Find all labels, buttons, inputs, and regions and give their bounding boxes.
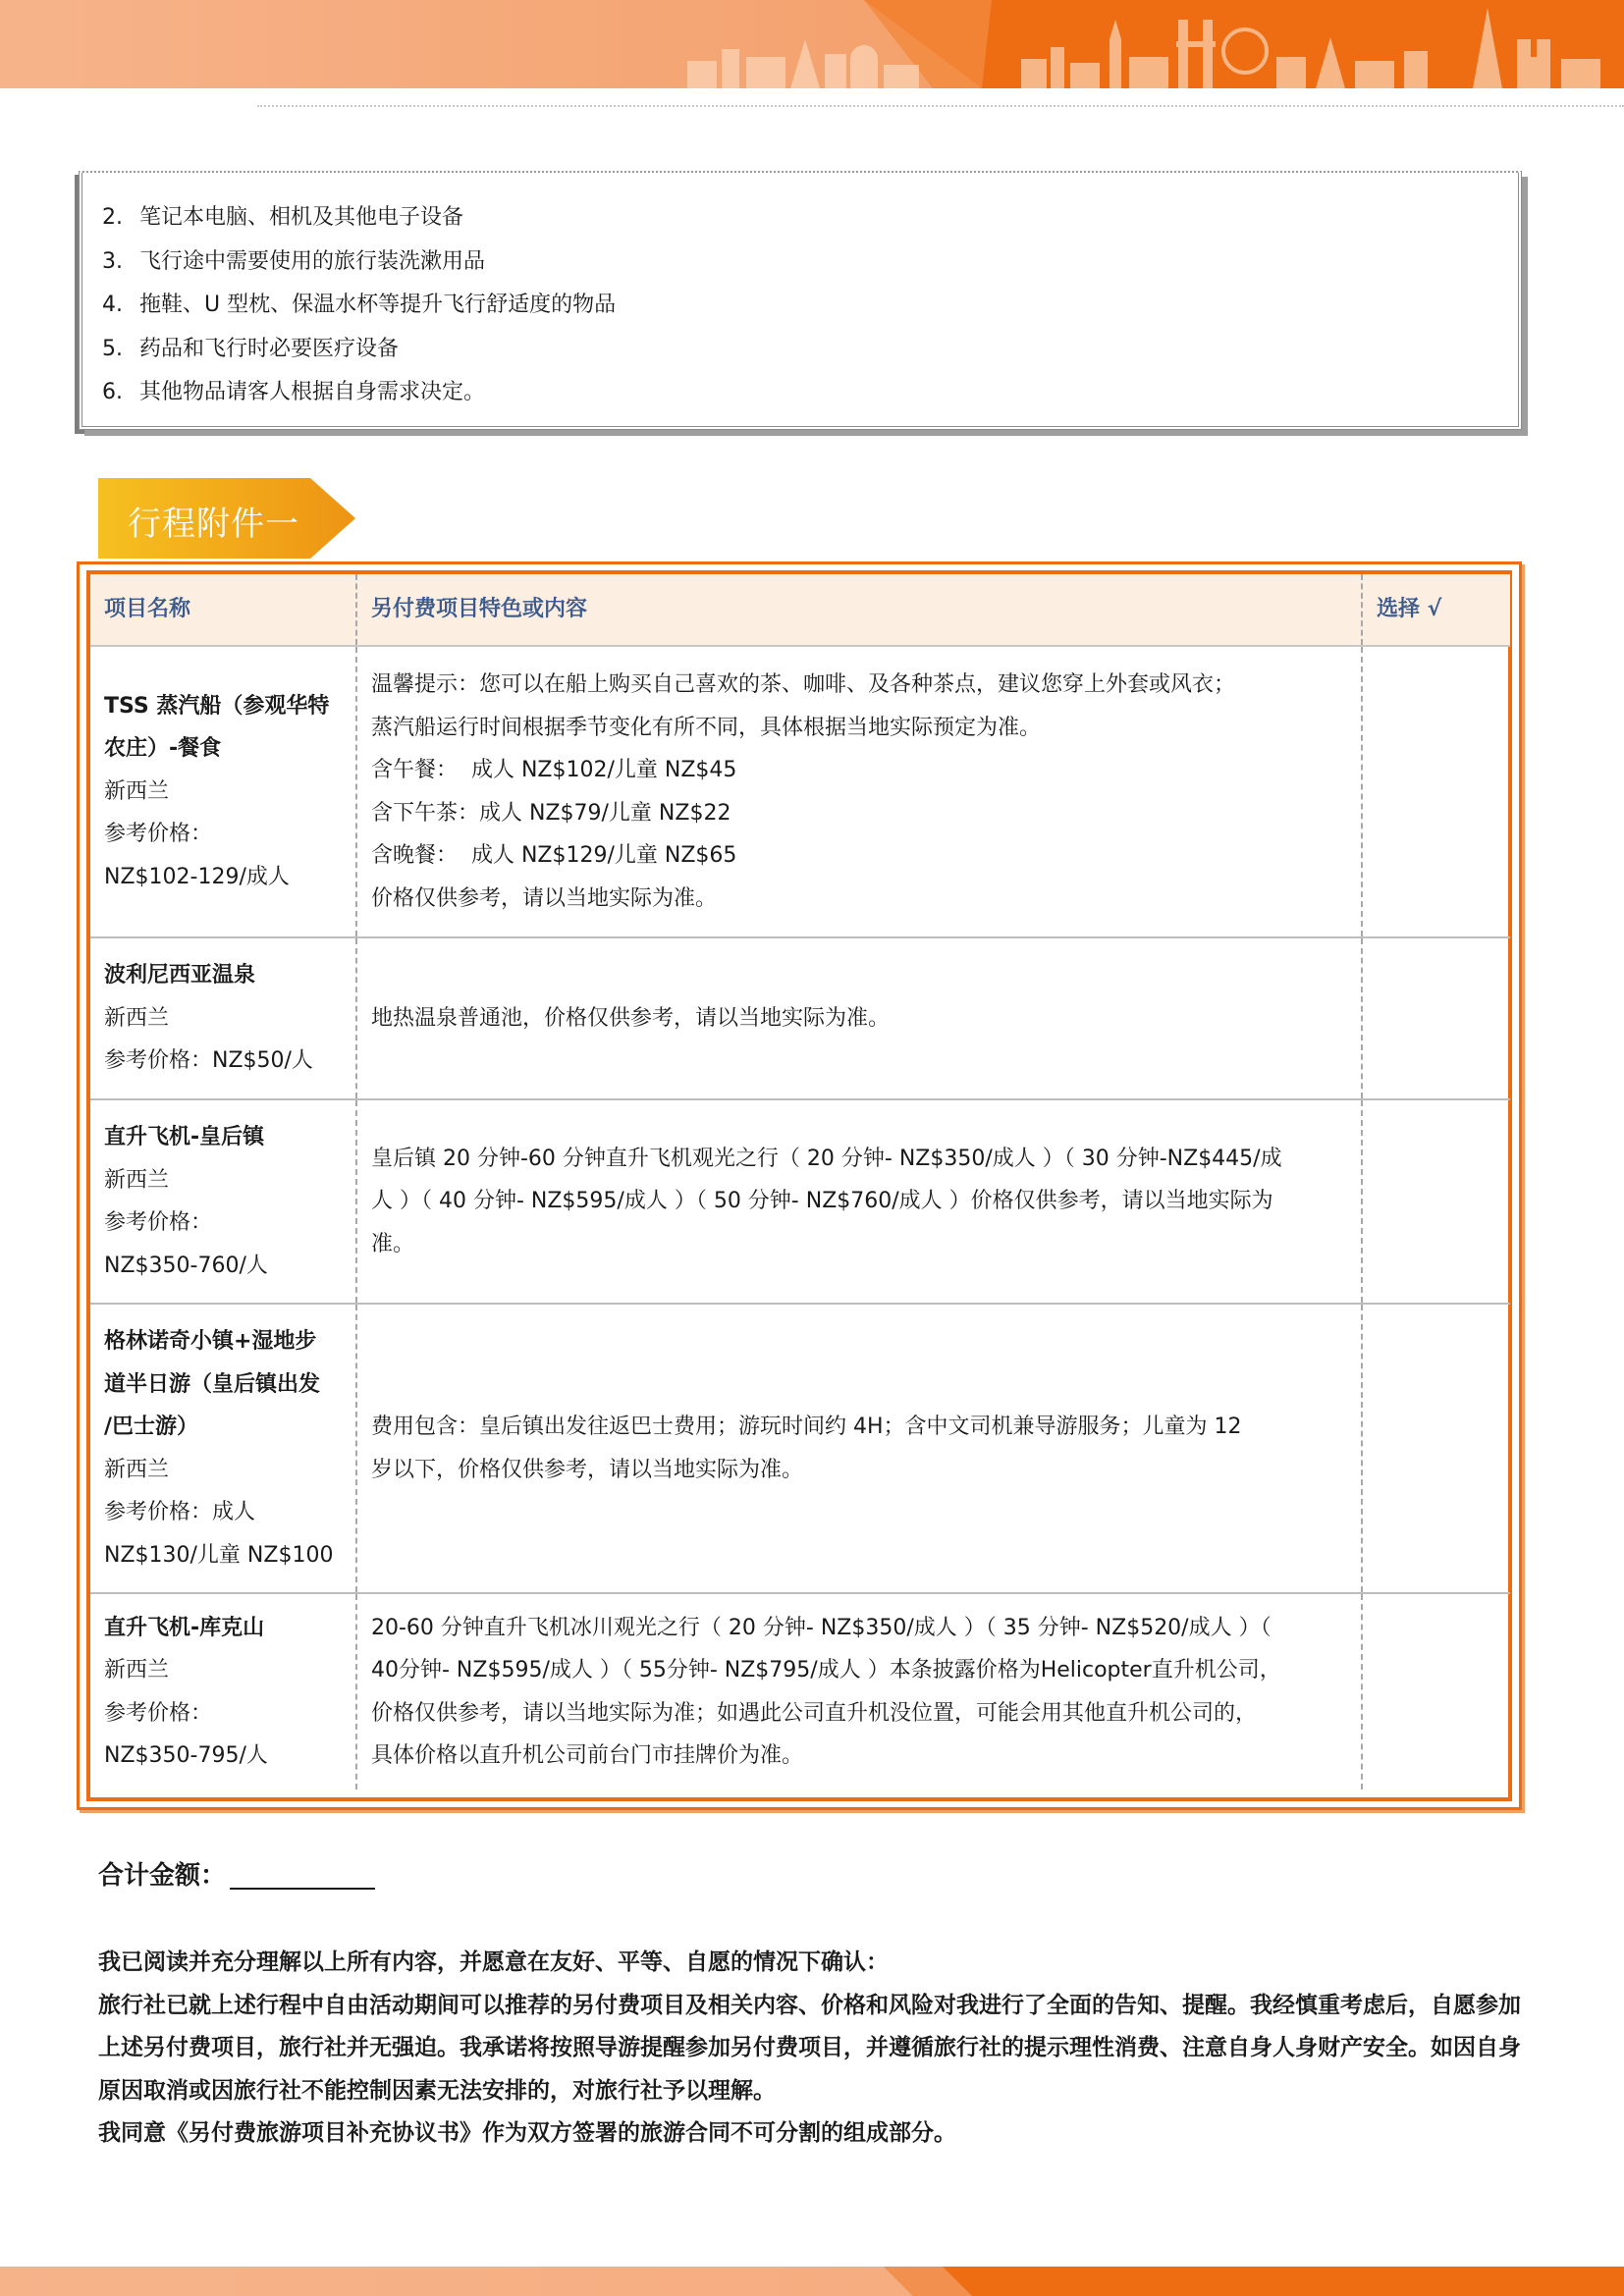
list-item: 5. 药品和飞行时必要医疗设备 bbox=[102, 336, 400, 361]
header-project-name: 项目名称 bbox=[90, 574, 356, 646]
total-label: 合计金额： bbox=[98, 1861, 227, 1891]
content-cell: 温馨提示：您可以在船上购买自己喜欢的茶、咖啡、及各种茶点，建议您穿上外套或风衣； 蒸汽船运行时间根据季节变化有所不同，具体根据当地实际预定为准。 含午餐： 成人 NZ$102/儿童 NZ$45 含下午茶：成人 NZ$79/儿童 NZ$22 含晚餐： 成人 NZ$129/儿童 NZ$65 价格仅供参考，请以当地实际为准。 bbox=[356, 646, 1362, 937]
content-cell: 皇后镇 20 分钟-60 分钟直升飞机观光之行（ 20 分钟- NZ$350/成人 ）（ 30 分钟-NZ$445/成 人 ）（ 40 分钟- NZ$595/成人 ）（ 50 分钟- NZ$760/成人 ）价格仅供参考，请以当地实际为 准。 bbox=[356, 1099, 1362, 1304]
project-price: NZ$350-795/人 bbox=[104, 1743, 268, 1768]
project-name: 直升飞机-皇后镇 bbox=[104, 1125, 265, 1149]
project-cell bbox=[90, 937, 356, 1099]
table-header-row bbox=[90, 574, 1510, 646]
project-region: 新西兰 bbox=[104, 1658, 170, 1682]
list-item: 3. 飞行途中需要使用的旅行装洗漱用品 bbox=[102, 248, 486, 274]
project-price: NZ$102-129/成人 bbox=[104, 864, 290, 889]
project-price: 参考价格：NZ$50/人 bbox=[104, 1048, 313, 1074]
total-amount-blank[interactable] bbox=[230, 1858, 375, 1890]
header-dotted-rule bbox=[257, 105, 1624, 107]
project-name: TSS 蒸汽船（参观华特 农庄）-餐食 bbox=[104, 693, 330, 762]
project-name: 直升飞机-库克山 bbox=[104, 1615, 265, 1640]
table-row bbox=[90, 937, 1510, 1099]
activities-table-frame bbox=[77, 561, 1522, 1810]
activities-table bbox=[90, 574, 1510, 1789]
list-item: 2. 笔记本电脑、相机及其他电子设备 bbox=[102, 205, 464, 230]
skyline-banner-graphic bbox=[0, 0, 1624, 88]
project-cell bbox=[90, 646, 356, 937]
activities-table-border bbox=[86, 570, 1512, 1801]
project-region: 新西兰 bbox=[104, 1167, 170, 1193]
table-row bbox=[90, 1593, 1510, 1789]
price-label: 参考价格： bbox=[104, 1700, 213, 1726]
confirmation-statement bbox=[98, 1942, 1532, 2156]
price-label: 参考价格：成人 bbox=[104, 1500, 256, 1524]
table-row bbox=[90, 1304, 1510, 1593]
confirmation-line: 我同意《另付费旅游项目补充协议书》作为双方签署的旅游合同不可分割的组成部分。 bbox=[98, 2120, 956, 2146]
list-item: 6. 其他物品请客人根据自身需求决定。 bbox=[102, 380, 486, 404]
project-name: 格林诺奇小镇+湿地步 道半日游（皇后镇出发 /巴士游） bbox=[104, 1329, 321, 1439]
project-cell bbox=[90, 1099, 356, 1304]
confirmation-line: 我已阅读并充分理解以上所有内容，并愿意在友好、平等、自愿的情况下确认： bbox=[98, 1949, 889, 1975]
project-price: NZ$130/儿童 NZ$100 bbox=[104, 1542, 334, 1568]
table-row bbox=[90, 646, 1510, 937]
list-item: 4. 拖鞋、U 型枕、保温水杯等提升飞行舒适度的物品 bbox=[102, 293, 617, 317]
confirmation-line: 旅行社已就上述行程中自由活动期间可以推荐的另付费项目及相关内容、价格和风险对我进行了全面的告知、提醒。我经慎重考虑后，自愿参加上述另付费项目，旅行社并无强迫。我承诺将按照导游提醒参加另付费项目，并遵循旅行社的提示理性消费、注意自身人身财产安全。如因自身原因取消或因旅行社不能控制因素无法安排的，对旅行社予以理解。 bbox=[98, 1992, 1521, 2104]
select-cell[interactable] bbox=[1362, 646, 1510, 937]
select-cell[interactable] bbox=[1362, 1304, 1510, 1593]
header-select: 选择 √ bbox=[1362, 574, 1510, 646]
project-region: 新西兰 bbox=[104, 1457, 170, 1482]
content-cell: 20-60 分钟直升飞机冰川观光之行（ 20 分钟- NZ$350/成人 ）（ 35 分钟- NZ$520/成人 ）（ 40分钟- NZ$595/成人 ）（ 55分钟- NZ$795/成人 ）本条披露价格为Helicopter直升机公司， 价格仅供参考，请以当地实际为准；如遇此公司直升机没位置，可能会用其他直升机公司的， 具体价格以直升机公司前台门市挂牌价为准。 bbox=[356, 1593, 1362, 1789]
project-cell bbox=[90, 1304, 356, 1593]
footer-band bbox=[0, 2267, 1624, 2296]
select-cell[interactable] bbox=[1362, 1099, 1510, 1304]
content-cell: 地热温泉普通池，价格仅供参考，请以当地实际为准。 bbox=[356, 937, 1362, 1099]
packing-list-box bbox=[79, 171, 1522, 430]
project-price: NZ$350-760/人 bbox=[104, 1253, 268, 1278]
table-row bbox=[90, 1099, 1510, 1304]
packing-list bbox=[82, 173, 1518, 415]
price-label: 参考价格： bbox=[104, 1210, 213, 1235]
content-cell: 费用包含：皇后镇出发往返巴士费用；游玩时间约 4H；含中文司机兼导游服务；儿童为 12 岁以下，价格仅供参考，请以当地实际为准。 bbox=[356, 1304, 1362, 1593]
select-cell[interactable] bbox=[1362, 937, 1510, 1099]
price-label: 参考价格： bbox=[104, 822, 213, 847]
header-banner bbox=[0, 0, 1624, 88]
project-region: 新西兰 bbox=[104, 1005, 170, 1031]
project-region: 新西兰 bbox=[104, 778, 170, 804]
total-amount bbox=[98, 1855, 375, 1892]
section-title: 行程附件一 bbox=[128, 505, 299, 544]
section-tag bbox=[98, 478, 355, 559]
header-content: 另付费项目特色或内容 bbox=[356, 574, 1362, 646]
project-name: 波利尼西亚温泉 bbox=[104, 963, 256, 988]
select-cell[interactable] bbox=[1362, 1593, 1510, 1789]
project-cell bbox=[90, 1593, 356, 1789]
footer-band-graphic bbox=[0, 2267, 1624, 2296]
